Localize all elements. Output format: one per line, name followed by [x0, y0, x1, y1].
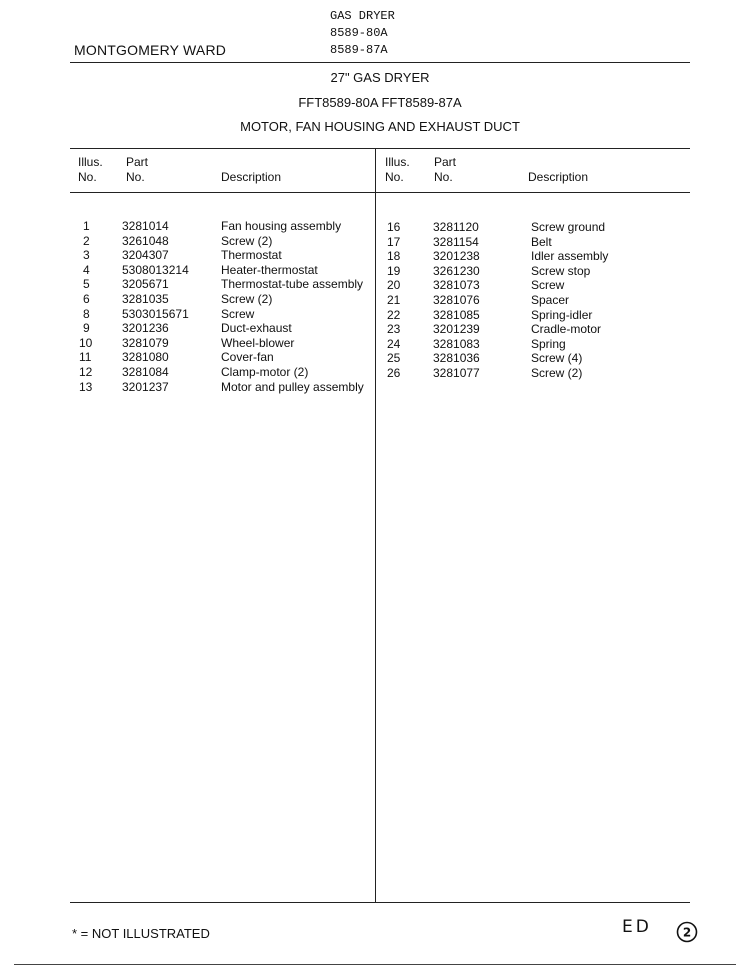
table-row: 1 3281014 Fan housing assembly [83, 219, 342, 233]
table-row: 3 3204307 Thermostat [83, 248, 282, 263]
table-bottom-rule [70, 902, 690, 903]
table-row: 19 3261230 Screw stop [387, 263, 591, 278]
brand-name: MONTGOMERY WARD [74, 42, 227, 58]
header-illus-right: Illus. No. [385, 155, 410, 184]
table-row: 4 5308013214 Heater-thermostat [83, 262, 318, 277]
table-row: 22 3281085 Spring-idler [387, 307, 593, 322]
parts-list-right [0, 220, 750, 381]
model-line: GAS DRYER [330, 9, 395, 23]
stamp-number: 2 [682, 925, 692, 940]
table-row: 16 3281120 Screw ground [387, 220, 606, 234]
table-row: 25 3281036 Screw (4) [387, 351, 583, 366]
table-row: 20 3281073 Screw [387, 278, 565, 293]
model-line: 8589-80A [330, 26, 388, 40]
table-row: 13 3201237 Motor and pulley assembly [79, 379, 364, 394]
header-description-right: Description [528, 170, 589, 184]
table-row: 12 3281084 Clamp-motor (2) [79, 364, 309, 379]
table-row: 18 3201238 Idler assembly [387, 249, 609, 264]
model-block [330, 8, 395, 59]
table-row: 8 5303015671 Screw [83, 306, 255, 321]
table-top-rule [70, 148, 690, 149]
model-numbers: FFT8589-80A FFT8589-87A [298, 95, 462, 110]
table-row: 9 3201236 Duct-exhaust [83, 321, 292, 336]
model-line: 8589-87A [330, 43, 388, 57]
handwritten-initials: ED [622, 917, 652, 937]
table-row: 6 3281035 Screw (2) [83, 291, 273, 306]
table-row: 10 3281079 Wheel-blower [79, 335, 295, 350]
page-title: 27" GAS DRYER [330, 70, 430, 85]
table-row: 24 3281083 Spring [387, 336, 566, 351]
header-part-left: Part No. [126, 155, 149, 184]
table-row: 26 3281077 Screw (2) [387, 365, 583, 380]
header-rule [70, 62, 690, 63]
table-row: 17 3281154 Belt [387, 234, 552, 249]
table-row: 21 3281076 Spacer [387, 292, 570, 307]
circled-number-stamp [676, 921, 698, 948]
table-header-rule [70, 192, 690, 193]
header-illus-left: Illus. No. [78, 155, 103, 184]
table-row: 23 3201239 Cradle-motor [387, 322, 602, 337]
header-part-right: Part No. [434, 155, 457, 184]
table-row: 2 3261048 Screw (2) [83, 233, 273, 248]
header-description-left: Description [221, 170, 282, 184]
footer-note: * = NOT ILLUSTRATED [72, 926, 210, 941]
section-title: MOTOR, FAN HOUSING AND EXHAUST DUCT [240, 119, 520, 134]
table-row: 11 3281080 Cover-fan [79, 350, 274, 365]
table-row: 5 3205671 Thermostat-tube assembly [83, 277, 364, 292]
page-bottom-rule [14, 964, 736, 965]
